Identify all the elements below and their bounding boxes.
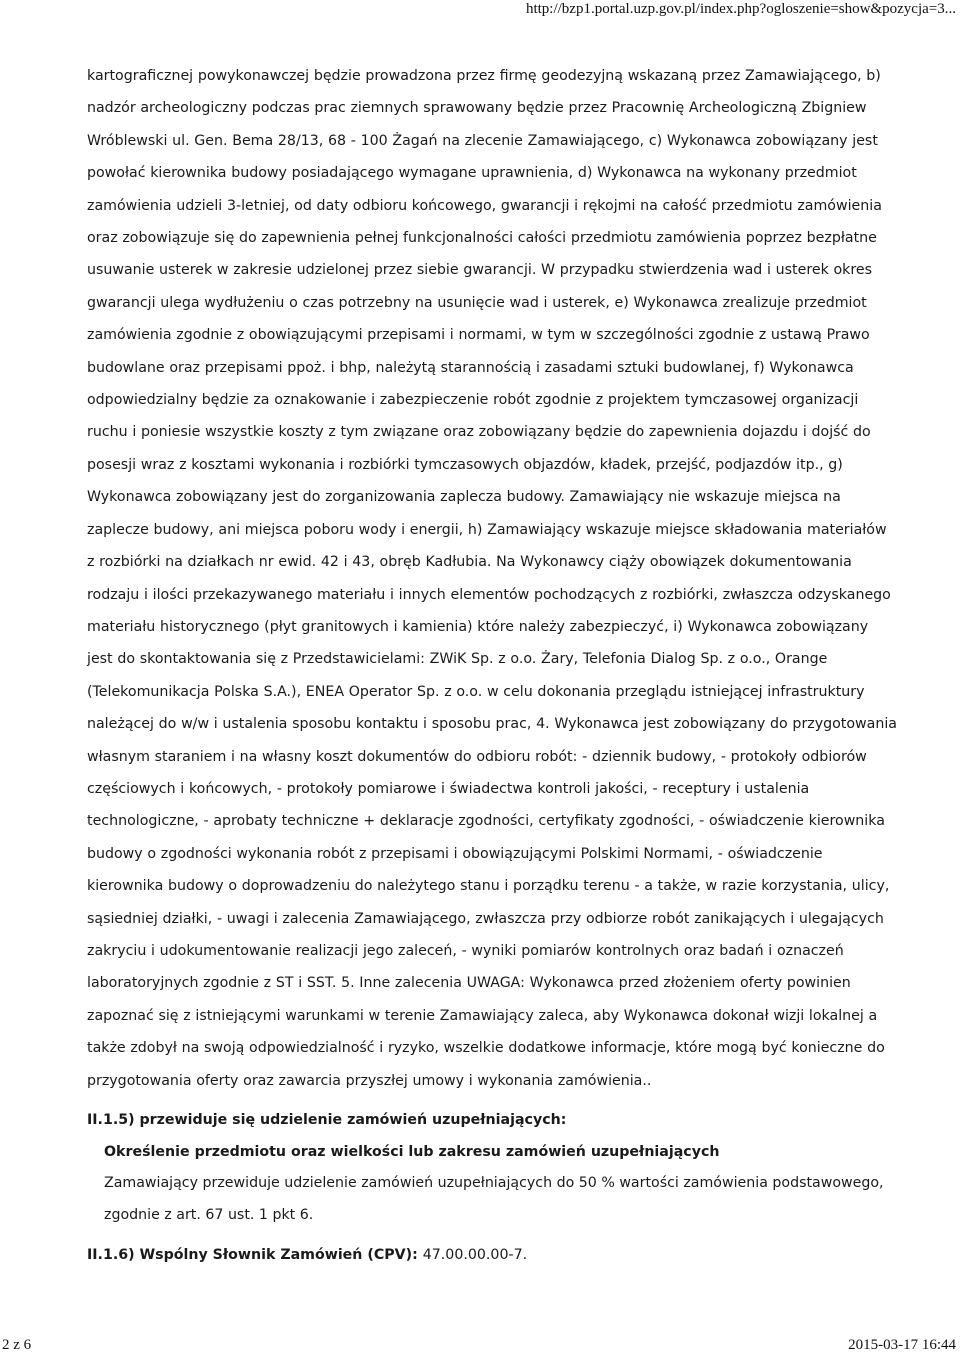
main-paragraph: kartograficznej powykonawczej będzie prowadzona przez firmę geodezyjną wskazaną przez Zamawiającego, b) nadzór archeologiczny podczas prac ziemnych sprawowany będzie przez Pracownię Archeologiczną Zbigniew Wróblewski ul. Gen. Bema 28/13, 68 - 100 Żagań na zlecenie Zamawiającego, c) Wykonawca zobowiązany jest powołać kierownika budowy posiadającego wymagane uprawnienia, d) Wykonawca na wykonany przedmiot zamówienia udzieli 3-letniej, od daty odbioru końcowego, gwarancji i rękojmi na całość przedmiotu zamówienia oraz zobowiązuje się do zapewnienia pełnej funkcjonalności całości przedmiotu zamówienia poprzez bezpłatne usuwanie usterek w zakresie udzielonej przez siebie gwarancji. W przypadku stwierdzenia wad i usterek okres gwarancji ulega wydłużeniu o czas potrzebny na usunięcie wad i usterek, e) Wykonawca zrealizuje przedmiot zamówienia zgodnie z obowiązującymi przepisami i normami, w tym w szczególności zgodnie z ustawą Prawo budowlane oraz przepisami ppoż. i bhp, należytą starannością i zasadami sztuki budowlanej, f) Wykonawca odpowiedzialny będzie za oznakowanie i zabezpieczenie robót zgodnie z projektem tymczasowej organizacji ruchu i poniesie wszystkie koszty z tym związane oraz zobowiązany będzie do zapewnienia dojazdu i dojść do posesji wraz z kosztami wykonania i rozbiórki tymczasowych objazdów, kładek, przejść, podjazdów itp., g) Wykonawca zobowiązany jest do zorganizowania zaplecza budowy. Zamawiający nie wskazuje miejsca na zaplecze budowy, ani miejsca poboru wody i energii, h) Zamawiający wskazuje miejsce składowania materiałów z rozbiórki na działkach nr ewid. 42 i 43, obręb Kadłubia. Na Wykonawcy ciąży obowiązek dokumentowania rodzaju i ilości przekazywanego materiału i innych elementów pochodzących z rozbiórki, zwłaszcza odzyskanego materiału historycznego (płyt granitowych i kamienia) które należy zabezpieczyć, i) Wykonawca zobowiązany jest do skontaktowania się z Przedstawicielami: ZWiK Sp. z o.o. Żary, Telefonia Dialog Sp. z o.o., Orange (Telekomunikacja Polska S.A.), ENEA Operator Sp. z o.o. w celu dokonania przeglądu istniejącej infrastruktury należącej do w/w i ustalenia sposobu kontaktu i sposobu prac, 4. Wykonawca jest zobowiązany do przygotowania własnym staraniem i na własny koszt dokumentów do odbioru robót: - dziennik budowy, - protokoły odbiorów częściowych i końcowych, - protokoły pomiarowe i świadectwa kontroli jakości, - receptury i ustalenia technologiczne, - aprobaty techniczne + deklaracje zgodności, certyfikaty zgodności, - oświadczenie kierownika budowy o zgodności wykonania robót z przepisami i obowiązującymi Polskimi Normami, - oświadczenie kierownika budowy o doprowadzeniu do należytego stanu i porządku terenu - a także, w razie korzystania, ulicy, sąsiedniej działki, - uwagi i zalecenia Zamawiającego, zwłaszcza przy odbiorze robót zanikających i ulegających zakryciu i udokumentowanie realizacji jego zaleceń, - wyniki pomiarów kontrolnych oraz badań i oznaczeń laboratoryjnych zgodnie z ST i SST. 5. Inne zalecenia UWAGA: Wykonawca przed złożeniem oferty powinien zapoznać się z istniejącymi warunkami w terenie Zamawiający zaleca, aby Wykonawca dokonał wizji lokalnej a także zdobył na swoją odpowiedzialność i ryzyko, wszelkie dodatkowe informacje, które mogą być konieczne do przygotowania oferty oraz zawarcia przyszłej umowy i wykonania zamówienia.. [87, 68, 897, 1089]
additional-orders-subheading: Określenie przedmiotu oraz wielkości lub zakresu zamówień uzupełniających [104, 1144, 720, 1160]
section-title-cpv [87, 1232, 897, 1272]
document-content [87, 60, 897, 1272]
cpv-code: 47.00.00.00-7. [422, 1246, 528, 1263]
print-datetime: 2015-03-17 16:44 [848, 1337, 956, 1353]
page-number: 2 z 6 [2, 1337, 32, 1353]
page-url-header: http://bzp1.portal.uzp.gov.pl/index.php?ogloszenie=show&pozycja=3... [525, 1, 956, 17]
additional-orders-details [104, 1137, 897, 1232]
additional-orders-text: Zamawiający przewiduje udzielenie zamówień uzupełniających do 50 % wartości zamówienia podstawowego, zgodnie z art. 67 ust. 1 pkt 6. [104, 1175, 884, 1224]
cpv-label: II.1.6) Wspólny Słownik Zamówień (CPV): [87, 1246, 418, 1263]
section-cpv [87, 1232, 897, 1272]
section-title-additional-orders: II.1.5) przewiduje się udzielenie zamówień uzupełniających: [87, 1112, 567, 1128]
section-additional-orders [87, 1097, 897, 1232]
